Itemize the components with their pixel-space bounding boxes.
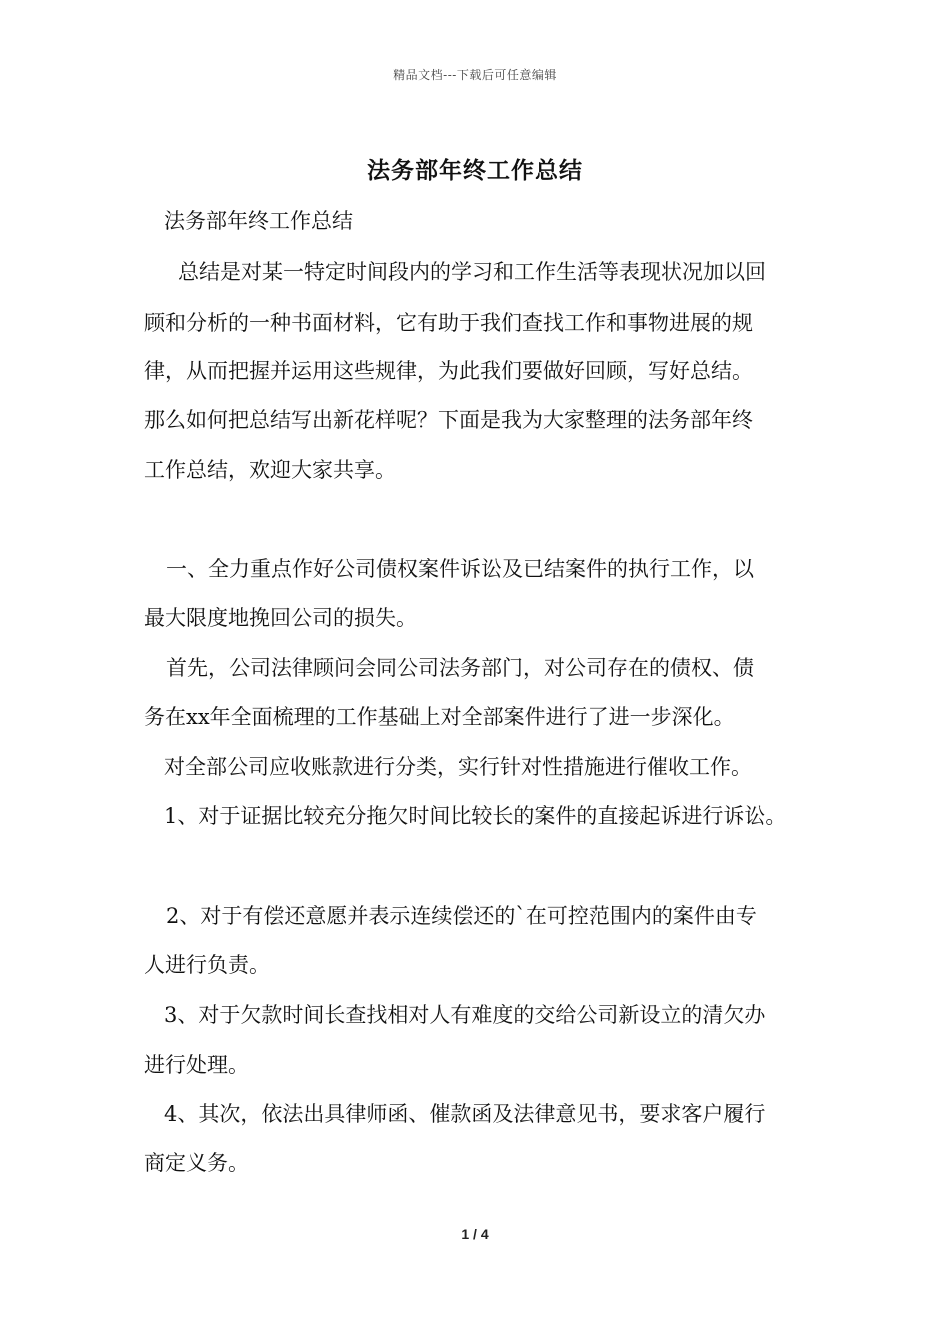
body-line: 首先，公司法律顾问会同公司法务部门，对公司存在的债权、债	[166, 656, 754, 680]
section-heading: 一、全力重点作好公司债权案件诉讼及已结案件的执行工作，以	[166, 557, 754, 581]
list-item-4-cont: 商定义务。	[144, 1151, 249, 1175]
header-note: 精品文档---下载后可任意编辑	[393, 68, 557, 82]
document-title: 法务部年终工作总结	[367, 157, 583, 184]
list-item-2: 2、对于有偿还意愿并表示连续偿还的`在可控范围内的案件由专	[166, 904, 757, 928]
list-item-3-cont: 进行处理。	[144, 1053, 249, 1077]
subtitle-line: 法务部年终工作总结	[164, 209, 353, 233]
page-number: 1 / 4	[461, 1226, 489, 1242]
body-line: 工作总结，欢迎大家共享。	[144, 458, 396, 482]
body-line: 对全部公司应收账款进行分类，实行针对性措施进行催收工作。	[164, 755, 752, 779]
list-item-3: 3、对于欠款时间长查找相对人有难度的交给公司新设立的清欠办	[164, 1003, 766, 1027]
body-line: 总结是对某一特定时间段内的学习和工作生活等表现状况加以回	[178, 260, 766, 284]
body-line: 务在xx年全面梳理的工作基础上对全部案件进行了进一步深化。	[144, 705, 735, 729]
list-item-4: 4、其次，依法出具律师函、催款函及法律意见书，要求客户履行	[164, 1102, 766, 1126]
body-line: 律，从而把握并运用这些规律，为此我们要做好回顾，写好总结。	[144, 359, 753, 383]
list-item-1: 1、对于证据比较充分拖欠时间比较长的案件的直接起诉进行诉讼。	[164, 804, 787, 828]
body-line: 顾和分析的一种书面材料，它有助于我们查找工作和事物进展的规	[144, 311, 753, 335]
section-heading-cont: 最大限度地挽回公司的损失。	[144, 606, 417, 630]
list-item-2-cont: 人进行负责。	[144, 953, 270, 977]
body-line: 那么如何把总结写出新花样呢？下面是我为大家整理的法务部年终	[144, 408, 753, 432]
